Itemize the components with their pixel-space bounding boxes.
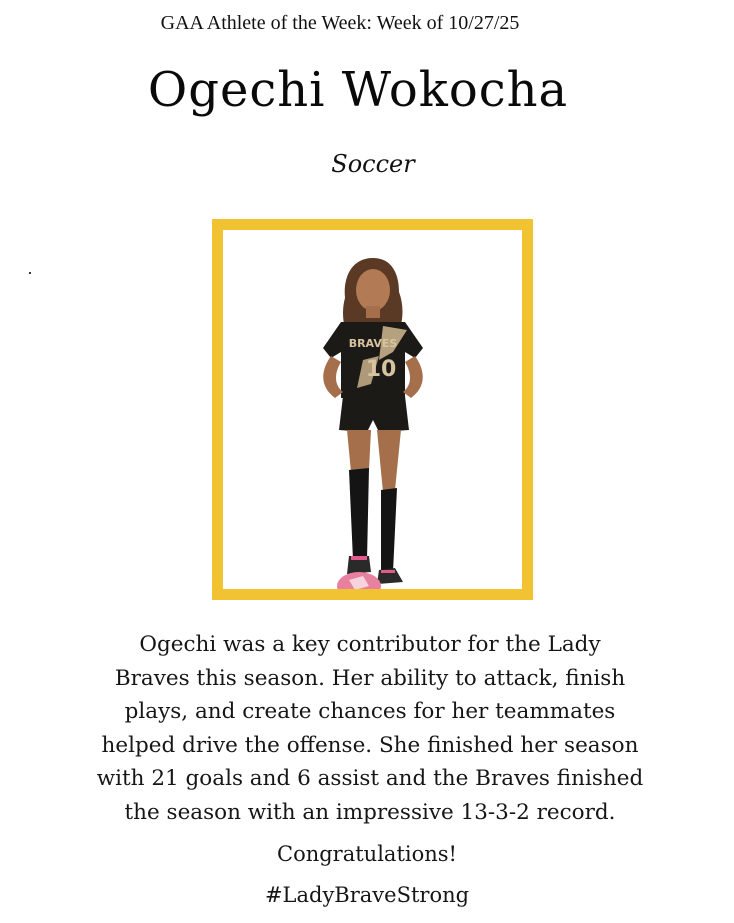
- athlete-sport: Soccer: [331, 150, 415, 178]
- hashtag-text: #LadyBraveStrong: [264, 883, 470, 907]
- bio-line: the season with an impressive 13-3-2 record.: [124, 799, 616, 825]
- bio-line: Braves this season. Her ability to attack, finish: [114, 665, 626, 691]
- athlete-photo-frame: [212, 219, 533, 600]
- athlete-bio: [60, 628, 680, 830]
- athlete-name: Ogechi Wokocha: [147, 62, 569, 118]
- bio-line: helped drive the offense. She finished her season: [101, 732, 639, 758]
- bio-line: plays, and create chances for her teammates: [124, 699, 616, 725]
- svg-text:BRAVES: BRAVES: [348, 337, 398, 350]
- stray-dot: [29, 272, 31, 274]
- congratulations-text: Congratulations!: [277, 842, 457, 866]
- athlete-photo: [223, 230, 522, 589]
- bio-line: with 21 goals and 6 assist and the Braves finished: [96, 766, 644, 792]
- bio-line: Ogechi was a key contributor for the Lady: [139, 632, 601, 657]
- page-header-title: GAA Athlete of the Week: Week of 10/27/25: [160, 12, 520, 34]
- svg-text:10: 10: [365, 357, 397, 382]
